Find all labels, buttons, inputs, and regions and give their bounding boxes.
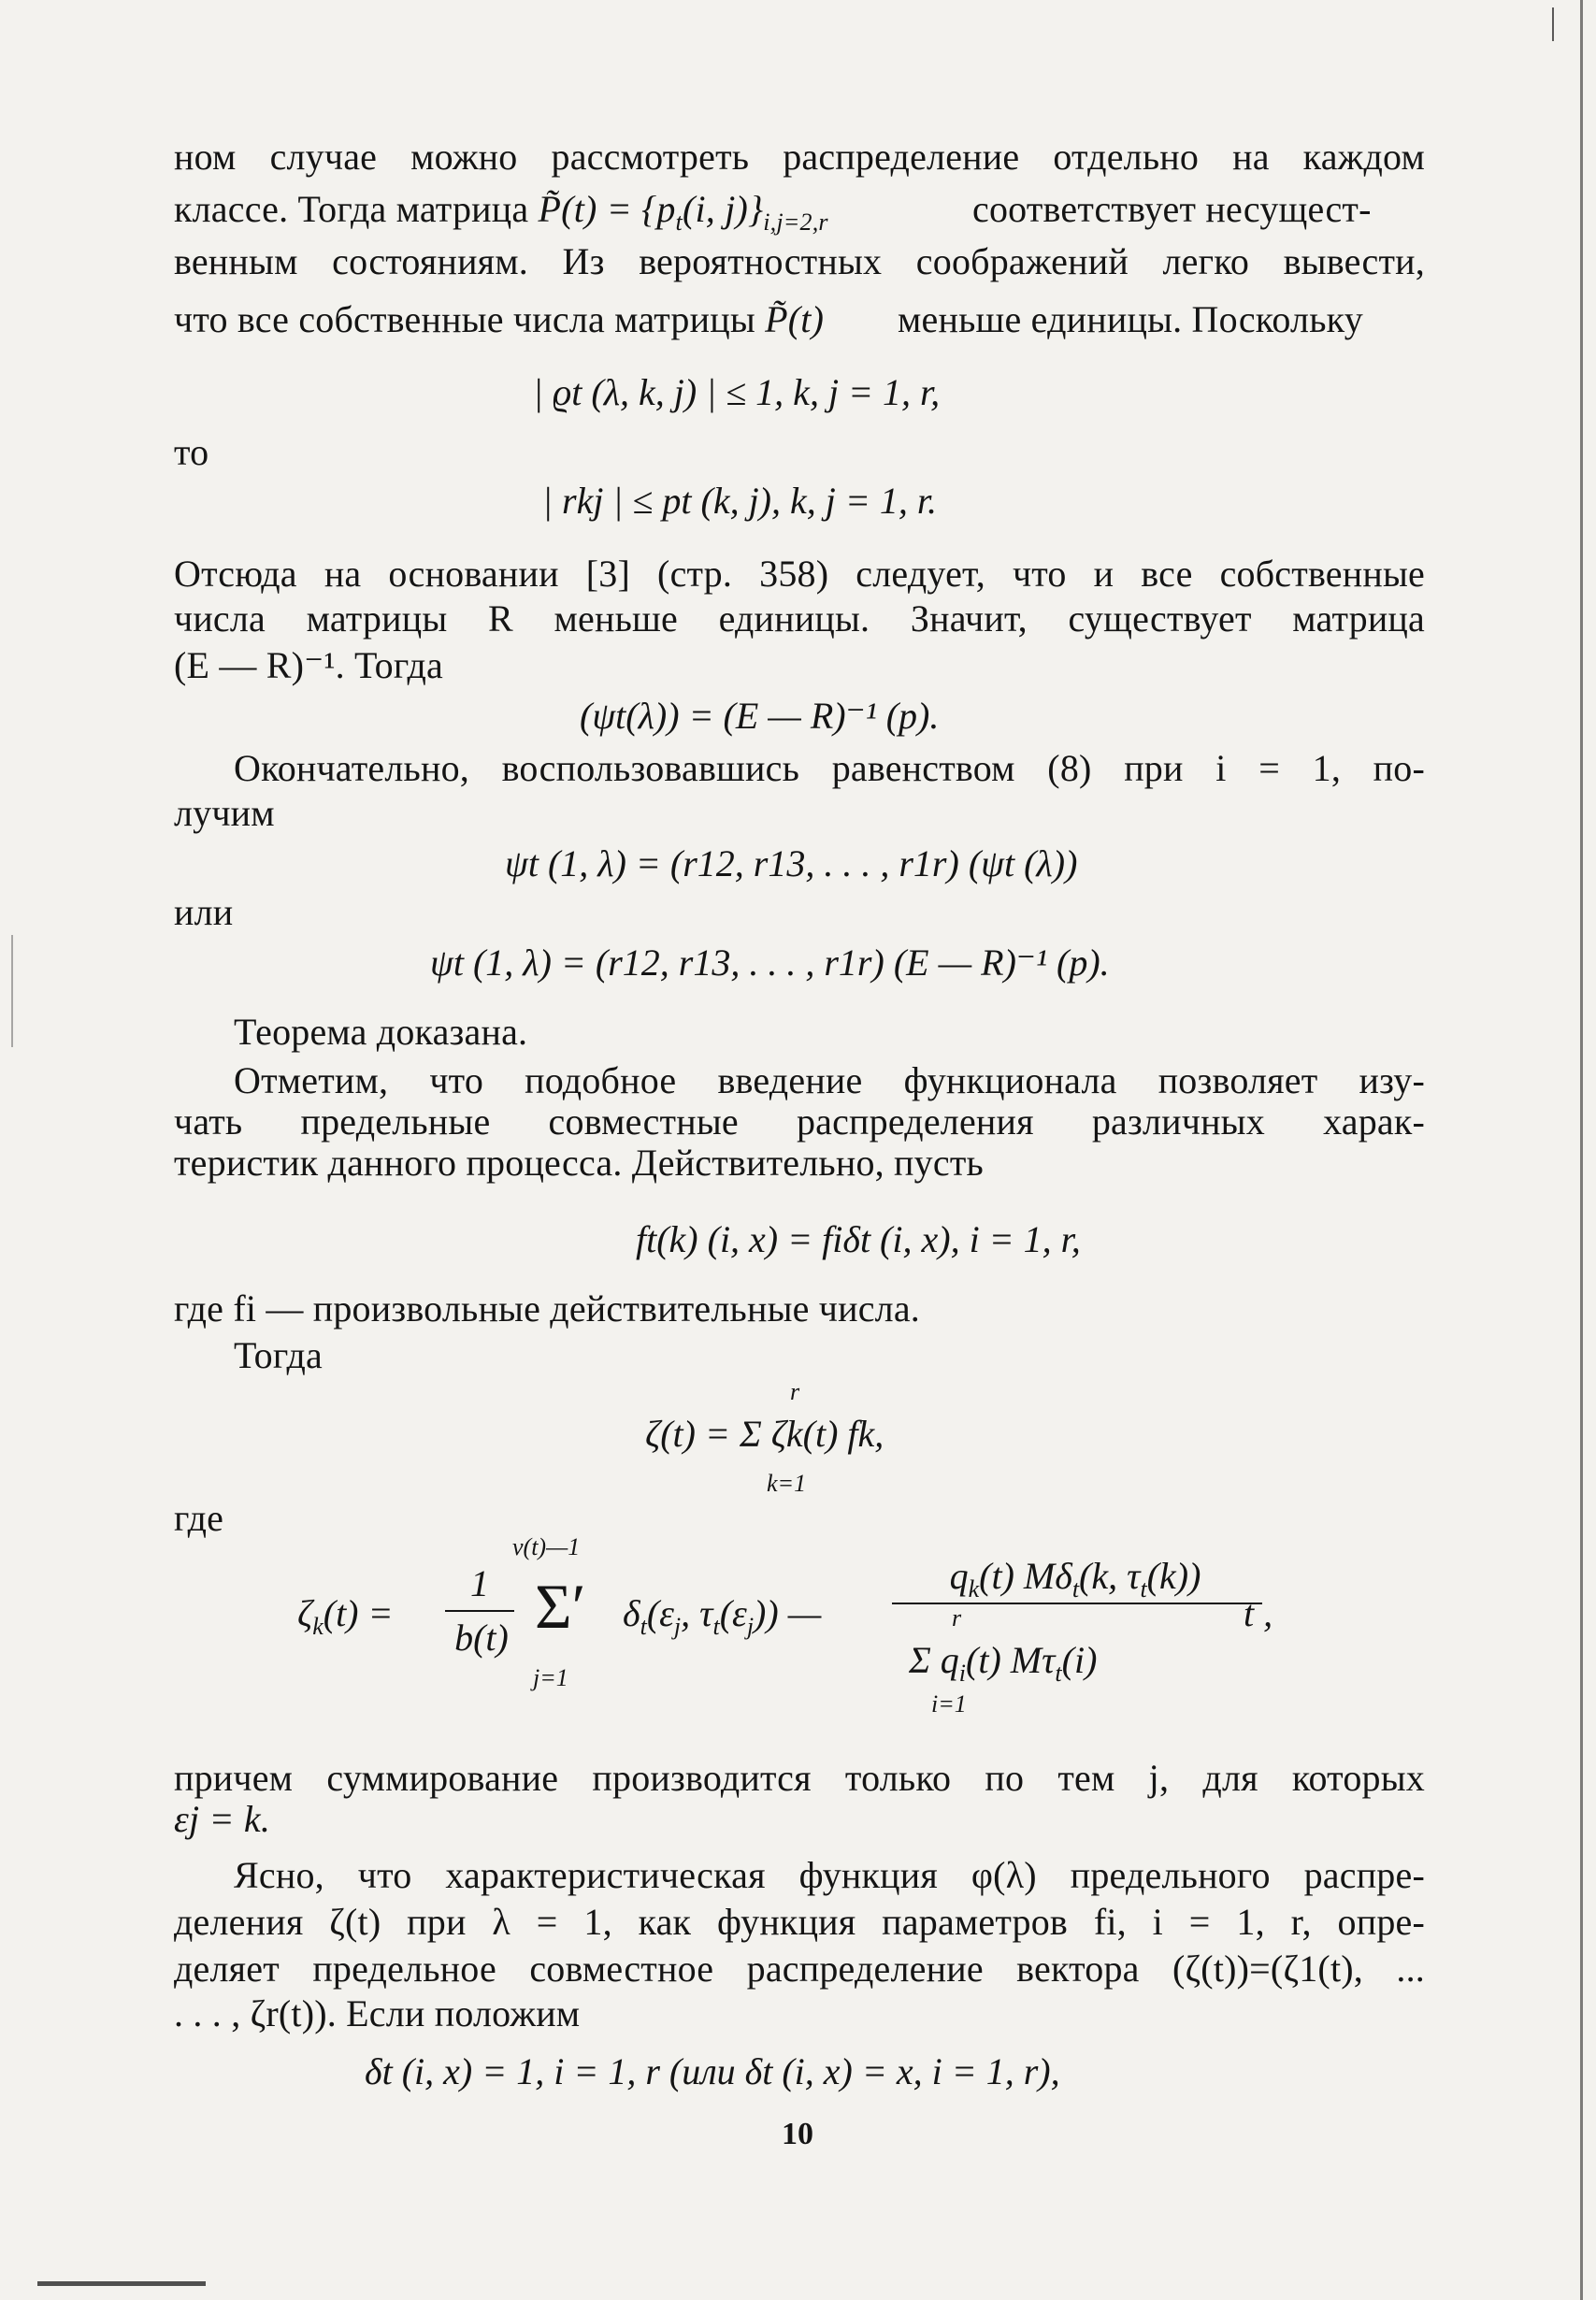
text-line: лучим	[174, 792, 275, 834]
text-line: Окончательно, воспользовавшись равенством (8) при i = 1, по-	[234, 747, 1425, 789]
formula: δt (i, x) = 1, i = 1, r (или δt (i, x) = x, i = 1, r),	[365, 2050, 1060, 2092]
book-page: ном случае можно рассмотреть распределение отдельно на каждом классе. Тогда матрица P̃(t) = {$p_t(i$, $j)\}_{i,j=2,r}$ соответствует несущест- венным состояниям. Из вероятностных соображений легко вывести, что все собственные числа матрицы P̃(t) меньше единицы. Поскольку | ϱt (λ, k, j) | ≤ 1, k, j = 1, r, то | rkj | ≤ pt (k, j), k, j = 1, r. Отсюда на основании [3] (стр. 358) следует, что и все собственные числа матрицы R меньше единицы. Значит, существует матрица (E — R)⁻¹. Тогда (ψt(λ)) = (E — R)⁻¹ (p). Окончательно, воспользовавшись равенством (8) при i = 1, по- лучим ψt (1, λ) = (r12, r13, . . . , r1r) (ψt (λ)) или ψt (1, λ) = (r12, r13, . . . , r1r) (E — R)⁻¹ (p). Теорема доказана. Отметим, что подобное введение функционала позволяет изу- чать предельные совместные распределения различных харак- теристик данного процесса. Действительно, пусть ft(k) (i, x) = fiδt (i, x), i = 1, r, где fi — произвольные действительные числа. Тогда r ζ(t) = Σ ζk(t) fk, k=1 где $\zeta_k(t)$ = 1 b(t) ν(t)—1 Σ′ j=1 $\delta_t(\varepsilon_j$, $\tau_t(\varepsilon_j)$) — $q_k(t)$ $M\delta_t(k$, $\tau_t(k)$) r Σ $q_i(t)$ $M\tau_t(i)$ i=1 t , причем суммирование производится только по тем j, для которых εj = k. Ясно, что характеристическая функция φ(λ) предельного распре- деления ζ(t) при λ = 1, как функция параметров fi, i = 1, r, опре- деляет предельное совместное распределение вектора (ζ(t))=(ζ1(t), ... . . . , ζr(t)). Если положим δt (i, x) = 1, i = 1, r (или δt (i, x) = x, i = 1, r), 10	[0, 0, 1596, 2300]
scan-edge-right	[1580, 0, 1583, 2300]
text-line: εj = k.	[174, 1798, 271, 1840]
scan-edge-bottom	[37, 2281, 206, 2286]
formula: ψt (1, λ) = (r12, r13, . . . , r1r) (ψt (λ))	[505, 842, 1078, 884]
formula: | ϱt (λ, k, j) | ≤ 1, k, j = 1, r,	[533, 371, 941, 413]
text-line: ном случае можно рассмотреть распределение отдельно на каждом	[174, 136, 1425, 178]
formula: (ψt(λ)) = (E — R)⁻¹ (p).	[580, 695, 940, 737]
text-line: венным состояниям. Из вероятностных соображений легко вывести,	[174, 240, 1425, 282]
text-line: . . . , ζr(t)). Если положим	[174, 1992, 581, 2034]
text-line: классе. Тогда матрица P̃(t) = {$p_t(i$, $j)\}_{i,j=2,r}$	[174, 188, 828, 236]
text-line: Тогда	[234, 1334, 323, 1376]
text-line: (E — R)⁻¹. Тогда	[174, 644, 444, 686]
text-line: деления ζ(t) при λ = 1, как функция параметров fi, i = 1, r, опре-	[174, 1901, 1425, 1943]
formula: ψt (1, λ) = (r12, r13, . . . , r1r) (E — R)⁻¹ (p).	[430, 942, 1110, 984]
text-line: деляет предельное совместное распределение вектора (ζ(t))=(ζ1(t), ...	[174, 1948, 1425, 1990]
text-line: Ясно, что характеристическая функция φ(λ) предельного распре-	[234, 1854, 1425, 1896]
text-line: соответствует несущест-	[972, 188, 1372, 230]
text-line: Отсюда на основании [3] (стр. 358) следует, что и все собственные	[174, 553, 1425, 595]
text-line: чать предельные совместные распределения различных харак-	[174, 1100, 1425, 1143]
text-line: где fi — произвольные действительные числа.	[174, 1287, 920, 1330]
page-number: 10	[782, 2117, 813, 2151]
text-line: теристик данного процесса. Действительно, пусть	[174, 1142, 984, 1184]
formula: ζ(t) = Σ ζk(t) fk,	[645, 1413, 884, 1455]
formula: ft(k) (i, x) = fiδt (i, x), i = 1, r,	[636, 1218, 1081, 1260]
text-line: что все собственные числа матрицы P̃(t)	[174, 298, 825, 340]
text-line: Отметим, что подобное введение функционала позволяет изу-	[234, 1059, 1425, 1101]
scan-mark	[1552, 7, 1554, 41]
text-line: где	[174, 1497, 224, 1539]
text-line: то	[174, 431, 209, 473]
sum-lower-limit: k=1	[767, 1470, 807, 1497]
sum-upper-limit: r	[790, 1378, 800, 1405]
text-line: числа матрицы R меньше единицы. Значит, существует матрица	[174, 597, 1425, 640]
scan-edge-left	[11, 935, 13, 1047]
text-line: Теорема доказана.	[234, 1011, 528, 1053]
formula: | rkj | ≤ pt (k, j), k, j = 1, r.	[542, 480, 937, 522]
text-line: причем суммирование производится только по тем j, для которых	[174, 1757, 1425, 1799]
text-line: меньше единицы. Поскольку	[898, 298, 1363, 340]
text-line: или	[174, 891, 234, 933]
